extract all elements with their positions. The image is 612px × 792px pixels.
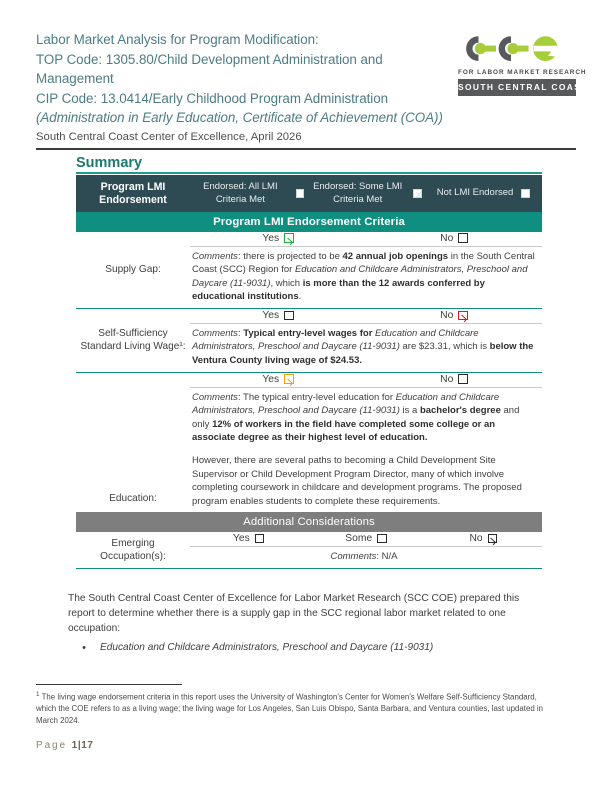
- supply-gap-yes-label: Yes: [262, 232, 280, 244]
- criteria-label-education: Education:: [109, 493, 157, 505]
- living-wage-no-checkbox[interactable]: [458, 311, 468, 321]
- bullet-dot-icon: •: [82, 642, 86, 654]
- criteria-row-living-wage: [76, 309, 542, 373]
- emerging-yes-checkbox[interactable]: [255, 534, 265, 544]
- endorsement-option-none-label: Not LMI Endorsed: [436, 187, 514, 199]
- emerging-yes[interactable]: [190, 533, 307, 544]
- living-wage-yes-label: Yes: [262, 309, 280, 321]
- emerging-no-checkbox[interactable]: [488, 534, 498, 544]
- footnote-divider: [36, 684, 182, 685]
- title-block: [36, 30, 454, 146]
- supply-gap-no-checkbox[interactable]: [458, 233, 468, 243]
- emerging-some-checkbox[interactable]: [377, 534, 387, 544]
- living-wage-comment: Comments: Typical entry-level wages for Education and Childcare Administrators, Preschool and Daycare (11-9031) are $23.31, which is below the Ventura County living wage of $24.53.: [192, 327, 534, 367]
- emerging-yes-label: Yes: [233, 532, 250, 544]
- supply-gap-no-label: No: [440, 232, 454, 244]
- title-line-1: Labor Market Analysis for Program Modification:: [36, 32, 319, 47]
- education-no-label: No: [440, 373, 454, 385]
- criteria-row-supply-gap: [76, 232, 542, 309]
- education-yes-checkbox[interactable]: [284, 374, 294, 384]
- endorsement-row-label: Program LMI Endorsement: [99, 180, 167, 206]
- education-comment: Comments: The typical entry-level education for Education and Childcare Administrators, Preschool and Daycare (11-9031) is a bachelor's degree and only 12% of workers in the field have completed some college or an associate degree as their highest level of education. However, there are several paths to becoming a Child Development Site Supervisor or Child Development Program Director, many of which involve completing coursework in childcare and development programs. The proposed program enables students to complete these requirements.: [192, 391, 522, 507]
- additional-considerations-band: Additional Considerations: [76, 512, 542, 532]
- occupation-list: [68, 641, 546, 656]
- cce-wordmark-icon: [458, 32, 576, 66]
- education-no[interactable]: [366, 374, 542, 385]
- yesno-row-living-wage: [190, 309, 542, 324]
- emerging-some[interactable]: [307, 533, 424, 544]
- summary-table: [76, 175, 542, 569]
- endorsement-header-row: [76, 175, 542, 212]
- footnote: [36, 689, 548, 727]
- education-no-checkbox[interactable]: [458, 374, 468, 384]
- yesno-row-supply-gap: [190, 232, 542, 247]
- page-word: Page: [36, 740, 67, 751]
- endorsement-option-none[interactable]: [425, 187, 542, 199]
- criteria-row-education: [76, 373, 542, 513]
- criteria-label-emerging: Emerging Occupation(s):: [100, 537, 166, 562]
- endorsement-option-all-label: Endorsed: All LMI Criteria Met: [203, 181, 278, 205]
- coe-logo: [458, 30, 588, 96]
- living-wage-no[interactable]: [366, 310, 542, 321]
- logo-region-bar: SOUTH CENTRAL COAST: [458, 79, 576, 96]
- yesno-row-emerging: [190, 532, 542, 547]
- title-line-3: Management: [36, 71, 114, 86]
- living-wage-yes[interactable]: [190, 310, 366, 321]
- summary-section-heading: [76, 155, 542, 174]
- page-footer: [36, 740, 94, 751]
- endorsement-option-some[interactable]: [307, 181, 424, 206]
- emerging-no[interactable]: [425, 533, 542, 544]
- intro-paragraph: The South Central Coast Center of Excellence for Labor Market Research (SCC COE) prepared this report to determine whether there is a supply gap in the SCC regional labor market related to one occupation:: [68, 593, 520, 634]
- criteria-band-label: Program LMI Endorsement Criteria: [76, 212, 542, 232]
- yesno-row-education: [190, 373, 542, 388]
- endorsement-option-some-checkbox[interactable]: [413, 189, 422, 198]
- supply-gap-no[interactable]: [366, 233, 542, 244]
- summary-heading-rule: [76, 172, 542, 174]
- education-yes[interactable]: [190, 374, 366, 385]
- footnote-marker: 1: [36, 691, 40, 698]
- emerging-some-label: Some: [345, 532, 373, 544]
- endorsement-option-none-checkbox[interactable]: [521, 189, 530, 198]
- header-divider: [36, 148, 576, 150]
- logo-tagline: FOR LABOR MARKET RESEARCH: [458, 69, 587, 76]
- title-line-5-italic: (Administration in Early Education, Certificate of Achievement (COA)): [36, 110, 443, 125]
- header-subtitle: South Central Coast Center of Excellence, April 2026: [36, 130, 302, 143]
- summary-heading-text: Summary: [76, 155, 143, 171]
- list-item-label: Education and Childcare Administrators, Preschool and Daycare (11-9031): [100, 642, 434, 653]
- living-wage-no-label: No: [440, 309, 454, 321]
- criteria-label-living-wage: Self-Sufficiency Standard Living Wage¹:: [80, 328, 186, 353]
- list-item: [68, 641, 546, 656]
- criteria-row-emerging: [76, 532, 542, 569]
- page-number: 1: [71, 740, 78, 751]
- endorsement-option-some-label: Endorsed: Some LMI Criteria Met: [313, 181, 403, 205]
- footnote-text: The living wage endorsement criteria in this report uses the University of Washington's Center for Women's Welfare Self-Sufficiency Standard, which the COE refers to as a living wage; the living wage for Los Angeles, San Luis Obispo, Santa Barbara, and Ventura counties, last updated in March 2024.: [36, 692, 544, 726]
- title-line-4: CIP Code: 13.0414/Early Childhood Program Administration: [36, 90, 388, 106]
- living-wage-yes-checkbox[interactable]: [284, 311, 294, 321]
- page-total: 17: [81, 740, 94, 751]
- supply-gap-yes-checkbox[interactable]: [284, 233, 294, 243]
- supply-gap-comment: Comments: there is projected to be 42 annual job openings in the South Central Coast (SCC) Region for Education and Childcare Administrators, Preschool and Daycare (11-9031), which is more than the 12 awards conferred by educational institutions.: [192, 250, 535, 303]
- page-separator: |: [77, 740, 82, 751]
- emerging-comment: Comments: N/A: [330, 550, 398, 562]
- title-line-2: TOP Code: 1305.80/Child Development Administration and: [36, 51, 383, 67]
- document-header: [36, 30, 588, 146]
- supply-gap-yes[interactable]: [190, 233, 366, 244]
- education-yes-label: Yes: [262, 373, 280, 385]
- criteria-label-supply-gap: Supply Gap:: [105, 264, 161, 276]
- endorsement-option-all-checkbox[interactable]: [296, 189, 305, 198]
- emerging-no-label: No: [469, 532, 483, 544]
- endorsement-option-all[interactable]: [190, 181, 307, 206]
